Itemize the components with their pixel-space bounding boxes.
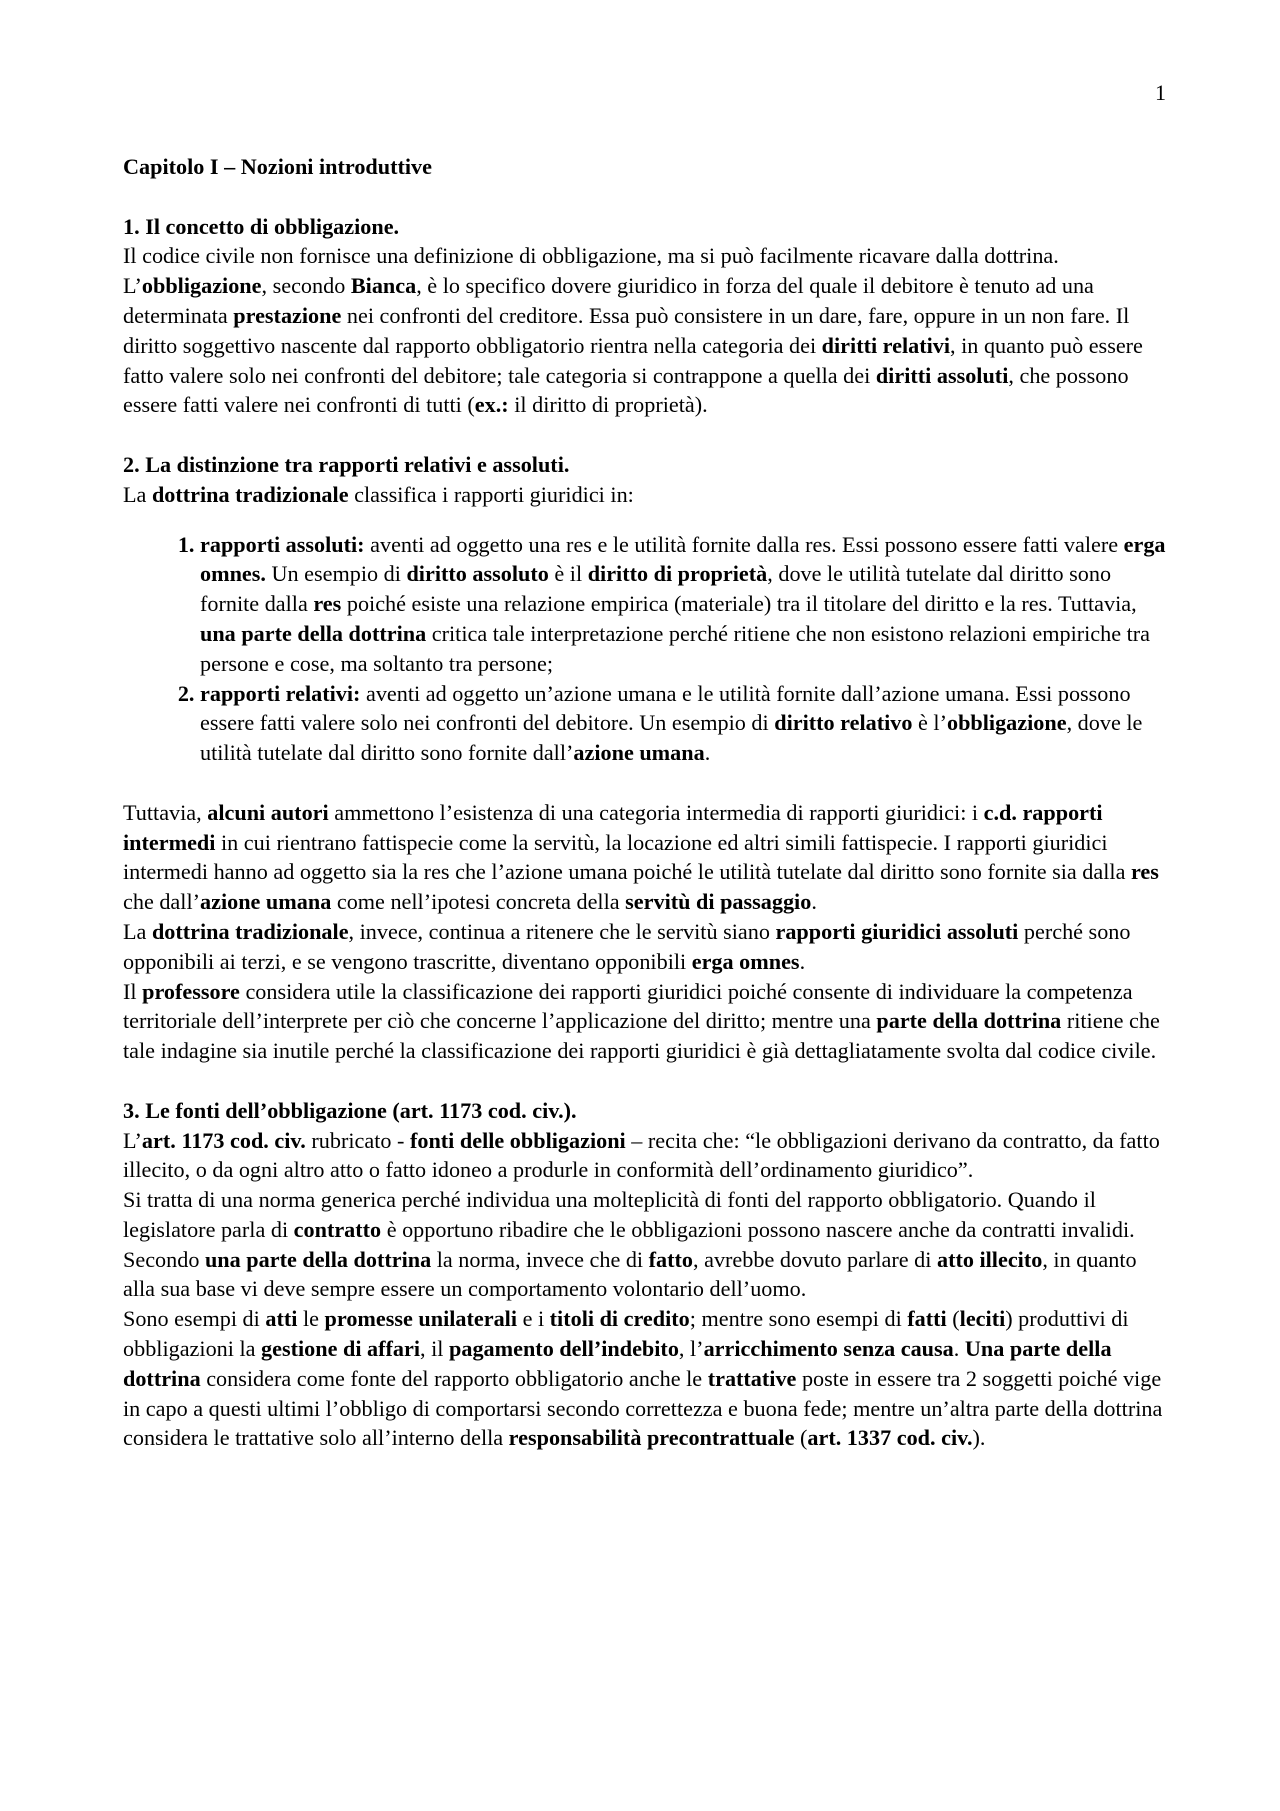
section2-paragraph-c: Il professore considera utile la classificazione dei rapporti giuridici poiché consente di individuare la competenza territoriale dell’interprete per ciò che concerne l’applicazione del diritto; mentre una parte della dottrina ritiene che tale indagine sia inutile perché la classificazione dei rapporti giuridici è già dettagliatamente svolta dal codice civile. <box>123 978 1160 1064</box>
section3-paragraph-d: Sono esempi di atti le promesse unilaterali e i titoli di credito; mentre sono esempi di fatti (leciti) produttivi di obbligazioni la gestione di affari, il pagamento dell’indebito, l’arricchimento senza causa. Una parte della dottrina considera come fonte del rapporto obbligatorio anche le trattative poste in essere tra 2 soggetti poiché vige in capo a questi ultimi l’obbligo di comportarsi secondo correttezza e buona fede; mentre un’altra parte della dottrina considera le trattative solo all’interno della responsabilità precontrattuale (art. 1337 cod. civ.). <box>123 1306 1163 1451</box>
section1-paragraph: Il codice civile non fornisce una definizione di obbligazione, ma si può facilmente ricavare dalla dottrina. L’obbligazione, secondo Bianca, è lo specifico dovere giuridico in forza del quale il debitore è tenuto ad una determinata prestazione nei confronti del creditore. Essa può consistere in un dare, fare, oppure in un non fare. Il diritto soggettivo nascente dal rapporto obbligatorio rientra nella categoria dei diritti relativi, in quanto può essere fatto valere solo nei confronti del debitore; tale categoria si contrappone a quella dei diritti assoluti, che possono essere fatti valere nei confronti di tutti (ex.: il diritto di proprietà). <box>123 243 1143 418</box>
list-item: 1. rapporti assoluti: aventi ad oggetto una res e le utilità fornite dalla res. Essi possono essere fatti valere erga omnes. Un esempio di diritto assoluto è il diritto di proprietà, dove le utilità tutelate dal diritto sono fornite dalla res poiché esiste una relazione empirica (materiale) tra il titolare del diritto e la res. Tuttavia, una parte della dottrina critica tale interpretazione perché ritiene che non esistono relazioni empiriche tra persone e cose, ma soltanto tra persone; <box>200 530 1173 679</box>
section-heading-1: 1. Il concetto di obbligazione. <box>123 213 400 239</box>
list-item: 2. rapporti relativi: aventi ad oggetto un’azione umana e le utilità fornite dall’azione umana. Essi possono essere fatti valere solo nei confronti del debitore. Un esempio di diritto relativo è l’obbligazione, dove le utilità tutelate dal diritto sono fornite dall’azione umana. <box>200 679 1173 768</box>
section2-paragraph-a: Tuttavia, alcuni autori ammettono l’esistenza di una categoria intermedia di rapporti giuridici: i c.d. rapporti intermedi in cui rientrano fattispecie come la servitù, la locazione ed altri simili fattispecie. I rapporti giuridici intermedi hanno ad oggetto sia la res che l’azione umana poiché le utilità tutelate dal diritto sono fornite sia dalla res che dall’azione umana come nell’ipotesi concreta della servitù di passaggio. <box>123 799 1159 915</box>
section3-paragraph-c: Secondo una parte della dottrina la norma, invece che di fatto, avrebbe dovuto parlare di atto illecito, in quanto alla sua base vi deve sempre essere un comportamento volontario dell’uomo. <box>123 1246 1137 1302</box>
section-heading-3: 3. Le fonti dell’obbligazione (art. 1173 cod. civ.). <box>123 1097 577 1123</box>
section2-intro: La dottrina tradizionale classifica i rapporti giuridici in: <box>123 481 634 507</box>
classification-list <box>123 530 1173 768</box>
document-body <box>123 152 1173 1453</box>
page-number: 1 <box>1155 80 1166 105</box>
section3-paragraph-b: Si tratta di una norma generica perché individua una molteplicità di fonti del rapporto obbligatorio. Quando il legislatore parla di contratto è opportuno ribadire che le obbligazioni possono nascere anche da contratti invalidi. <box>123 1187 1135 1242</box>
section2-paragraph-b: La dottrina tradizionale, invece, continua a ritenere che le servitù siano rapporti giuridici assoluti perché sono opponibili ai terzi, e se vengono trascritte, diventano opponibili erga omnes. <box>123 918 1131 974</box>
section-heading-2: 2. La distinzione tra rapporti relativi e assoluti. <box>123 451 570 477</box>
section3-paragraph-a: L’art. 1173 cod. civ. rubricato - fonti delle obbligazioni – recita che: “le obbligazioni derivano da contratto, da fatto illecito, o da ogni altro atto o fatto idoneo a produrle in conformità dell’ordinamento giuridico”. <box>123 1127 1160 1183</box>
chapter-title: Capitolo I – Nozioni introduttive <box>123 154 432 179</box>
